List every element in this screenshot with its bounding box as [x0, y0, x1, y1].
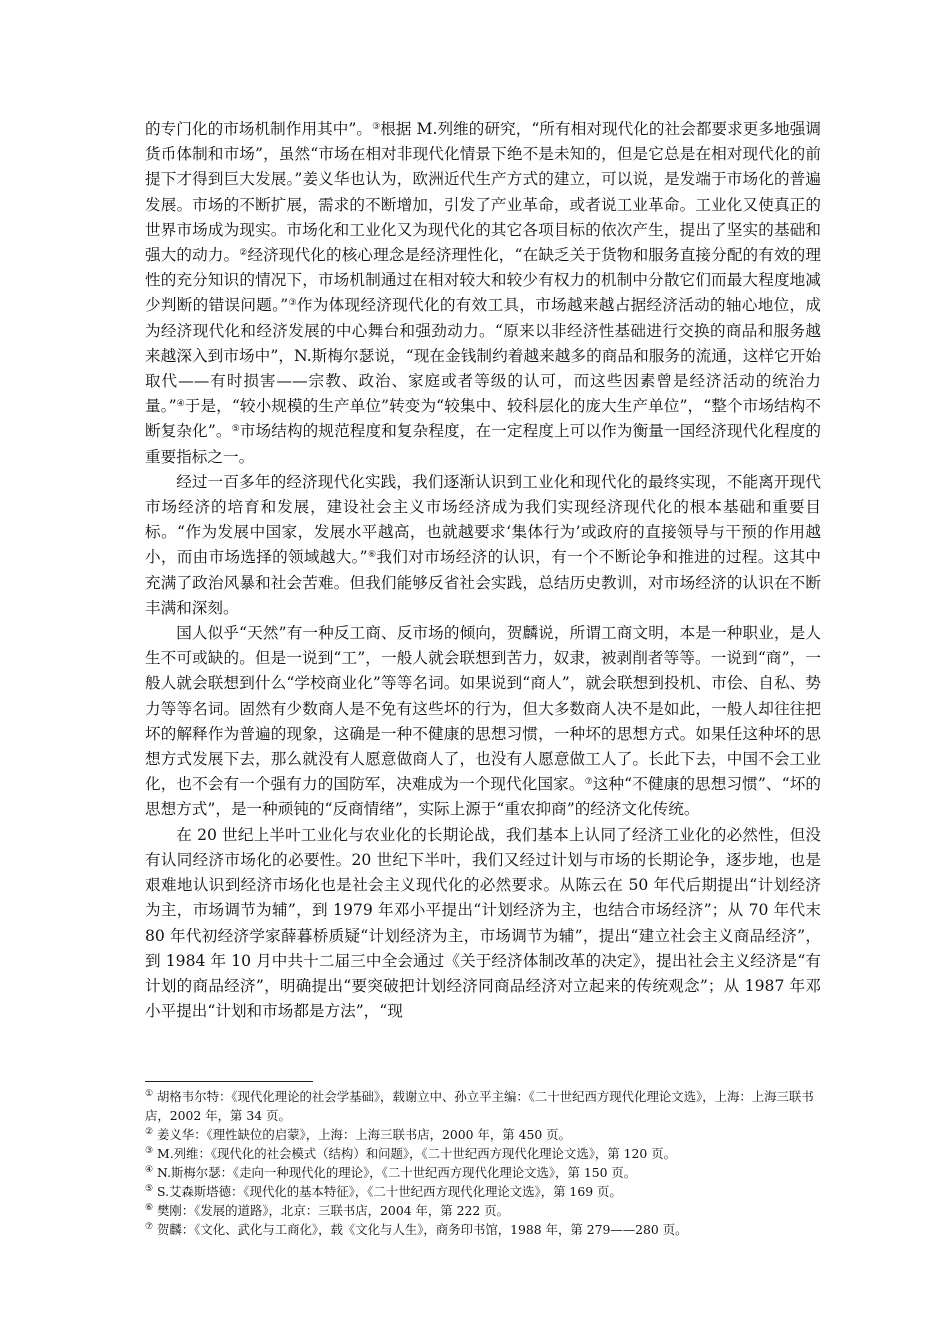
footnote-mark: ② — [145, 1127, 154, 1137]
footnote-mark: ① — [145, 1089, 154, 1099]
footnote-text: N.斯梅尔瑟：《走向一种现代化的理论》，《二十世纪西方现代化理论文选》，第 150 页。 — [157, 1165, 637, 1180]
footnote — [145, 1220, 825, 1239]
footnote-mark: ⑤ — [145, 1184, 154, 1194]
footnote-mark: ④ — [145, 1165, 154, 1175]
paragraph — [145, 621, 821, 823]
footnote — [145, 1163, 825, 1182]
paragraph-text: 于是，“较小规模的生产单位”转变为“较集中、较科层化的庞大生产单位”，“整个市场结构不断复杂化”。 — [145, 397, 821, 441]
paragraph — [145, 117, 821, 470]
footnote-text: 姜义华：《理性缺位的启蒙》，上海：上海三联书店，2000 年，第 450 页。 — [157, 1127, 571, 1142]
footnote-ref: ③ — [372, 122, 381, 132]
paragraph-text: 市场结构的规范程度和复杂程度，在一定程度上可以作为衡量一国经济现代化程度的重要指标之一。 — [145, 422, 821, 466]
footnote — [145, 1201, 825, 1220]
footnote-mark: ⑥ — [145, 1203, 154, 1213]
paragraph-text: 的专门化的市场机制作用其中”。 — [145, 120, 373, 138]
footnote-text: 樊刚：《发展的道路》，北京：三联书店，2004 年，第 222 页。 — [157, 1203, 510, 1218]
paragraph-text: 经过一百多年的经济现代化实践，我们逐渐认识到工业化和现代化的最终实现，不能离开现代市场经济的培育和发展，建设社会主义市场经济成为我们实现经济现代化的根本基础和重要目标。“作为发展中国家，发展水平越高，也就越要求‘集体行为’或政府的直接领导与干预的作用越小，而由市场选择的领域越大。” — [145, 472, 821, 567]
footnote — [145, 1087, 825, 1125]
footnotes — [145, 1087, 825, 1239]
footnote-ref: ⑥ — [367, 550, 377, 561]
footnote-text: 贺麟：《文化、武化与工商化》，载《文化与人生》，商务印书馆，1988 年，第 279——280 页。 — [157, 1222, 688, 1237]
footnote-mark: ⑦ — [145, 1222, 154, 1232]
paragraph-text: 根据 M.列维的研究，“所有相对现代化的社会都要求更多地强调货币体制和市场”，虽然“市场在相对非现代化情景下绝不是未知的，但是它总是在相对现代化的前提下才得到巨大发展。”姜义华也认为，欧洲近代生产方式的建立，可以说，是发端于市场化的普遍发展。市场的不断扩展，需求的不断增加，引发了产业革命，或者说工业革命。工业化又使真正的世界市场成为现实。市场化和工业化又为现代化的其它各项目标的依次产生，提出了坚实的基础和强大的动力。 — [145, 120, 821, 265]
paragraph-text: 经济现代化的核心理念是经济理性化，“在缺乏关于货物和服务直接分配的有效的理性的充分知识的情况下，市场机制通过在相对较大和较少有权力的机制中分散它们而最大程度地减少判断的错误问题。” — [145, 246, 821, 315]
footnote — [145, 1125, 825, 1144]
footnote-mark: ③ — [145, 1146, 154, 1156]
footnote-ref: ② — [239, 248, 248, 259]
footnote-ref: ④ — [176, 399, 185, 410]
footnote — [145, 1182, 825, 1201]
paragraph — [145, 823, 821, 1025]
paragraph-text: 这种“不健康的思想习惯”、“坏的思想方式”，是一种顽钝的“反商情绪”，实际上源于“重农抑商”的经济文化传统。 — [145, 775, 821, 819]
footnote-text: M.列维：《现代化的社会模式（结构）和问题》，《二十世纪西方现代化理论文选》，第 120 页。 — [157, 1146, 677, 1161]
footnote-ref: ⑤ — [231, 424, 240, 435]
paragraph-text: 我们对市场经济的认识，有一个不断论争和推进的过程。这其中充满了政治风暴和社会苦难。但我们能够反省社会实践，总结历史教训，对市场经济的认识在不断丰满和深刻。 — [145, 548, 821, 617]
paragraph-text: 国人似乎“天然”有一种反工商、反市场的倾向，贺麟说，所谓工商文明，本是一种职业，是人生不可或缺的。但是一说到“工”，一般人就会联想到苦力，奴隶，被剥削者等等。一说到“商”，一般人就会联想到什么“学校商业化”等等名词。如果说到“商人”，就会联想到投机、市侩、自私、势力等等名词。固然有少数商人是不免有这些坏的行为，但大多数商人决不是如此，一般人却往往把坏的解释作为普遍的现象，这确是一种不健康的思想习惯，一种坏的思想方式。如果任这种坏的思想方式发展下去，那么就没有人愿意做商人了，也没有人愿意做工人了。长此下去，中国不会工业化，也不会有一个强有力的国防军，决难成为一个现代化国家。 — [145, 624, 821, 794]
paragraph-text: 作为体现经济现代化的有效工具，市场越来越占据经济活动的轴心地位，成为经济现代化和经济发展的中心舞台和强劲动力。“原来以非经济性基础进行交换的商品和服务越来越深入到市场中”，N.斯梅尔瑟说，“现在金钱制约着越来越多的商品和服务的流通，这样它开始取代——有时损害——宗教、政治、家庭或者等级的认可，而这些因素曾是经济活动的统治力量。” — [145, 296, 821, 416]
footnote-separator — [145, 1081, 313, 1082]
footnote — [145, 1144, 825, 1163]
paragraph — [145, 470, 821, 621]
footnote-ref: ③ — [288, 298, 297, 309]
footnote-ref: ⑦ — [584, 777, 593, 788]
body-text — [145, 117, 821, 1024]
footnote-text: S.艾森斯塔德：《现代化的基本特征》，《二十世纪西方现代化理论文选》，第 169 页。 — [157, 1184, 622, 1199]
paragraph-text: 在 20 世纪上半叶工业化与农业化的长期论战，我们基本上认同了经济工业化的必然性，但没有认同经济市场化的必要性。20 世纪下半叶，我们又经过计划与市场的长期论争，逐步地，也是艰难地认识到经济市场化也是社会主义现代化的必然要求。从陈云在 50 年代后期提出“计划经济为主，市场调节为辅”，到 1979 年邓小平提出“计划经济为主，也结合市场经济”；从 70 年代末 80 年代初经济学家薛暮桥质疑“计划经济为主，市场调节为辅”，提出“建立社会主义商品经济”，到 1984 年 10 月中共十二届三中全会通过《关于经济体制改革的决定》，提出社会主义经济是“有计划的商品经济”，明确提出“要突破把计划经济同商品经济对立起来的传统观念”；从 1987 年邓小平提出“计划和市场都是方法”，“现 — [145, 825, 821, 1021]
footnote-text: 胡格韦尔特：《现代化理论的社会学基础》，载谢立中、孙立平主编：《二十世纪西方现代化理论文选》，上海：上海三联书店，2002 年，第 34 页。 — [145, 1089, 814, 1123]
